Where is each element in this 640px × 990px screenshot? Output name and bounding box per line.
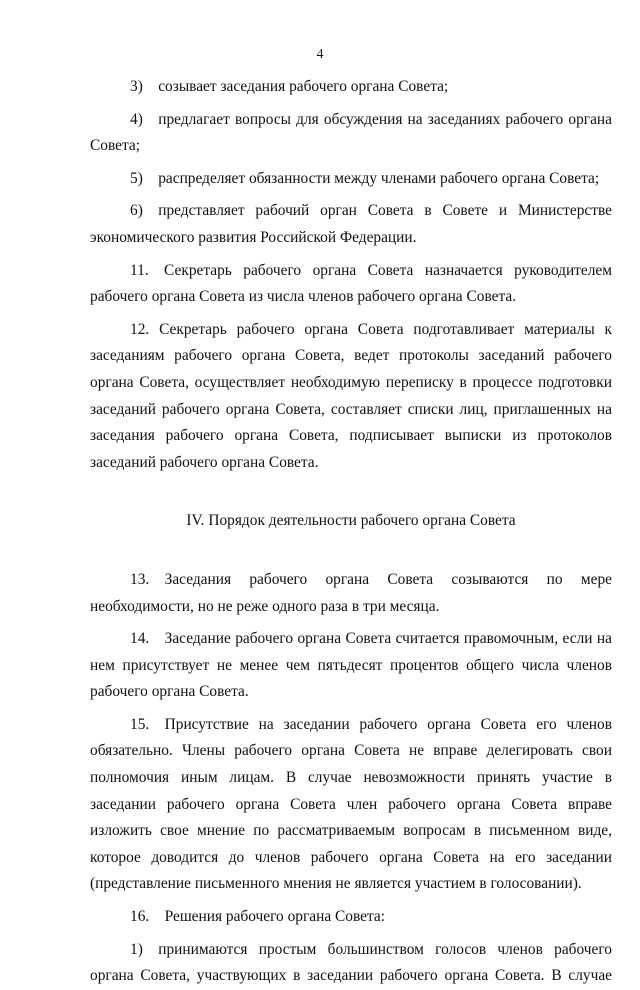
paragraph-12: 12. Секретарь рабочего органа Совета подготавливает материалы к заседаниям рабочего органа Совета, ведет протоколы заседаний рабочего органа Совета, осуществляет необходимую переписку в процессе подготовки заседаний рабочего органа Совета, составляет списки лиц, приглашенных на заседания рабочего органа Совета, подписывает выписки из протоколов заседаний рабочего органа Совета. [90,320,612,471]
paragraph-16: 16. Решения рабочего органа Совета: [130,908,386,926]
paragraph-15: 15. Присутствие на заседании рабочего органа Совета его членов обязательно. Члены рабочего органа Совета не вправе делегировать свои полномочия иным лицам. В случае невозможности принять участие в заседании рабочего органа Совета член рабочего органа Совета вправе изложить свое мнение по рассматриваемым вопросам в письменном виде, которое доводится до членов рабочего органа Совета на его заседании (представление письменного мнения не является участием в голосовании). [90,715,612,893]
paragraph-11: 11. Секретарь рабочего органа Совета назначается руководителем рабочего органа Совета из числа членов рабочего органа Совета. [90,261,612,306]
section-heading: IV. Порядок деятельности рабочего органа Совета [186,512,516,530]
document-body [90,74,612,990]
page-number: 4 [316,47,324,62]
paragraph-16-item-1: 1) принимаются простым большинством голосов членов рабочего органа Совета, участвующих в заседании рабочего органа Совета. В случае [90,940,612,985]
paragraph-item-4: 4) предлагает вопросы для обсуждения на заседаниях рабочего органа Совета; [90,110,612,155]
paragraph-item-3: 3) созывает заседания рабочего органа Совета; [130,78,449,95]
paragraph-item-6: 6) представляет рабочий орган Совета в Совете и Министерстве экономического развития Российской Федерации. [90,202,612,246]
paragraph-item-5: 5) распределяет обязанности между членами рабочего органа Совета; [130,169,600,187]
paragraph-14: 14. Заседание рабочего органа Совета считается правомочным, если на нем присутствует не менее чем пятьдесят процентов общего числа членов рабочего органа Совета. [90,630,612,701]
paragraph-13: 13. Заседания рабочего органа Совета созываются по мере необходимости, но не реже одного раза в три месяца. [90,570,612,615]
